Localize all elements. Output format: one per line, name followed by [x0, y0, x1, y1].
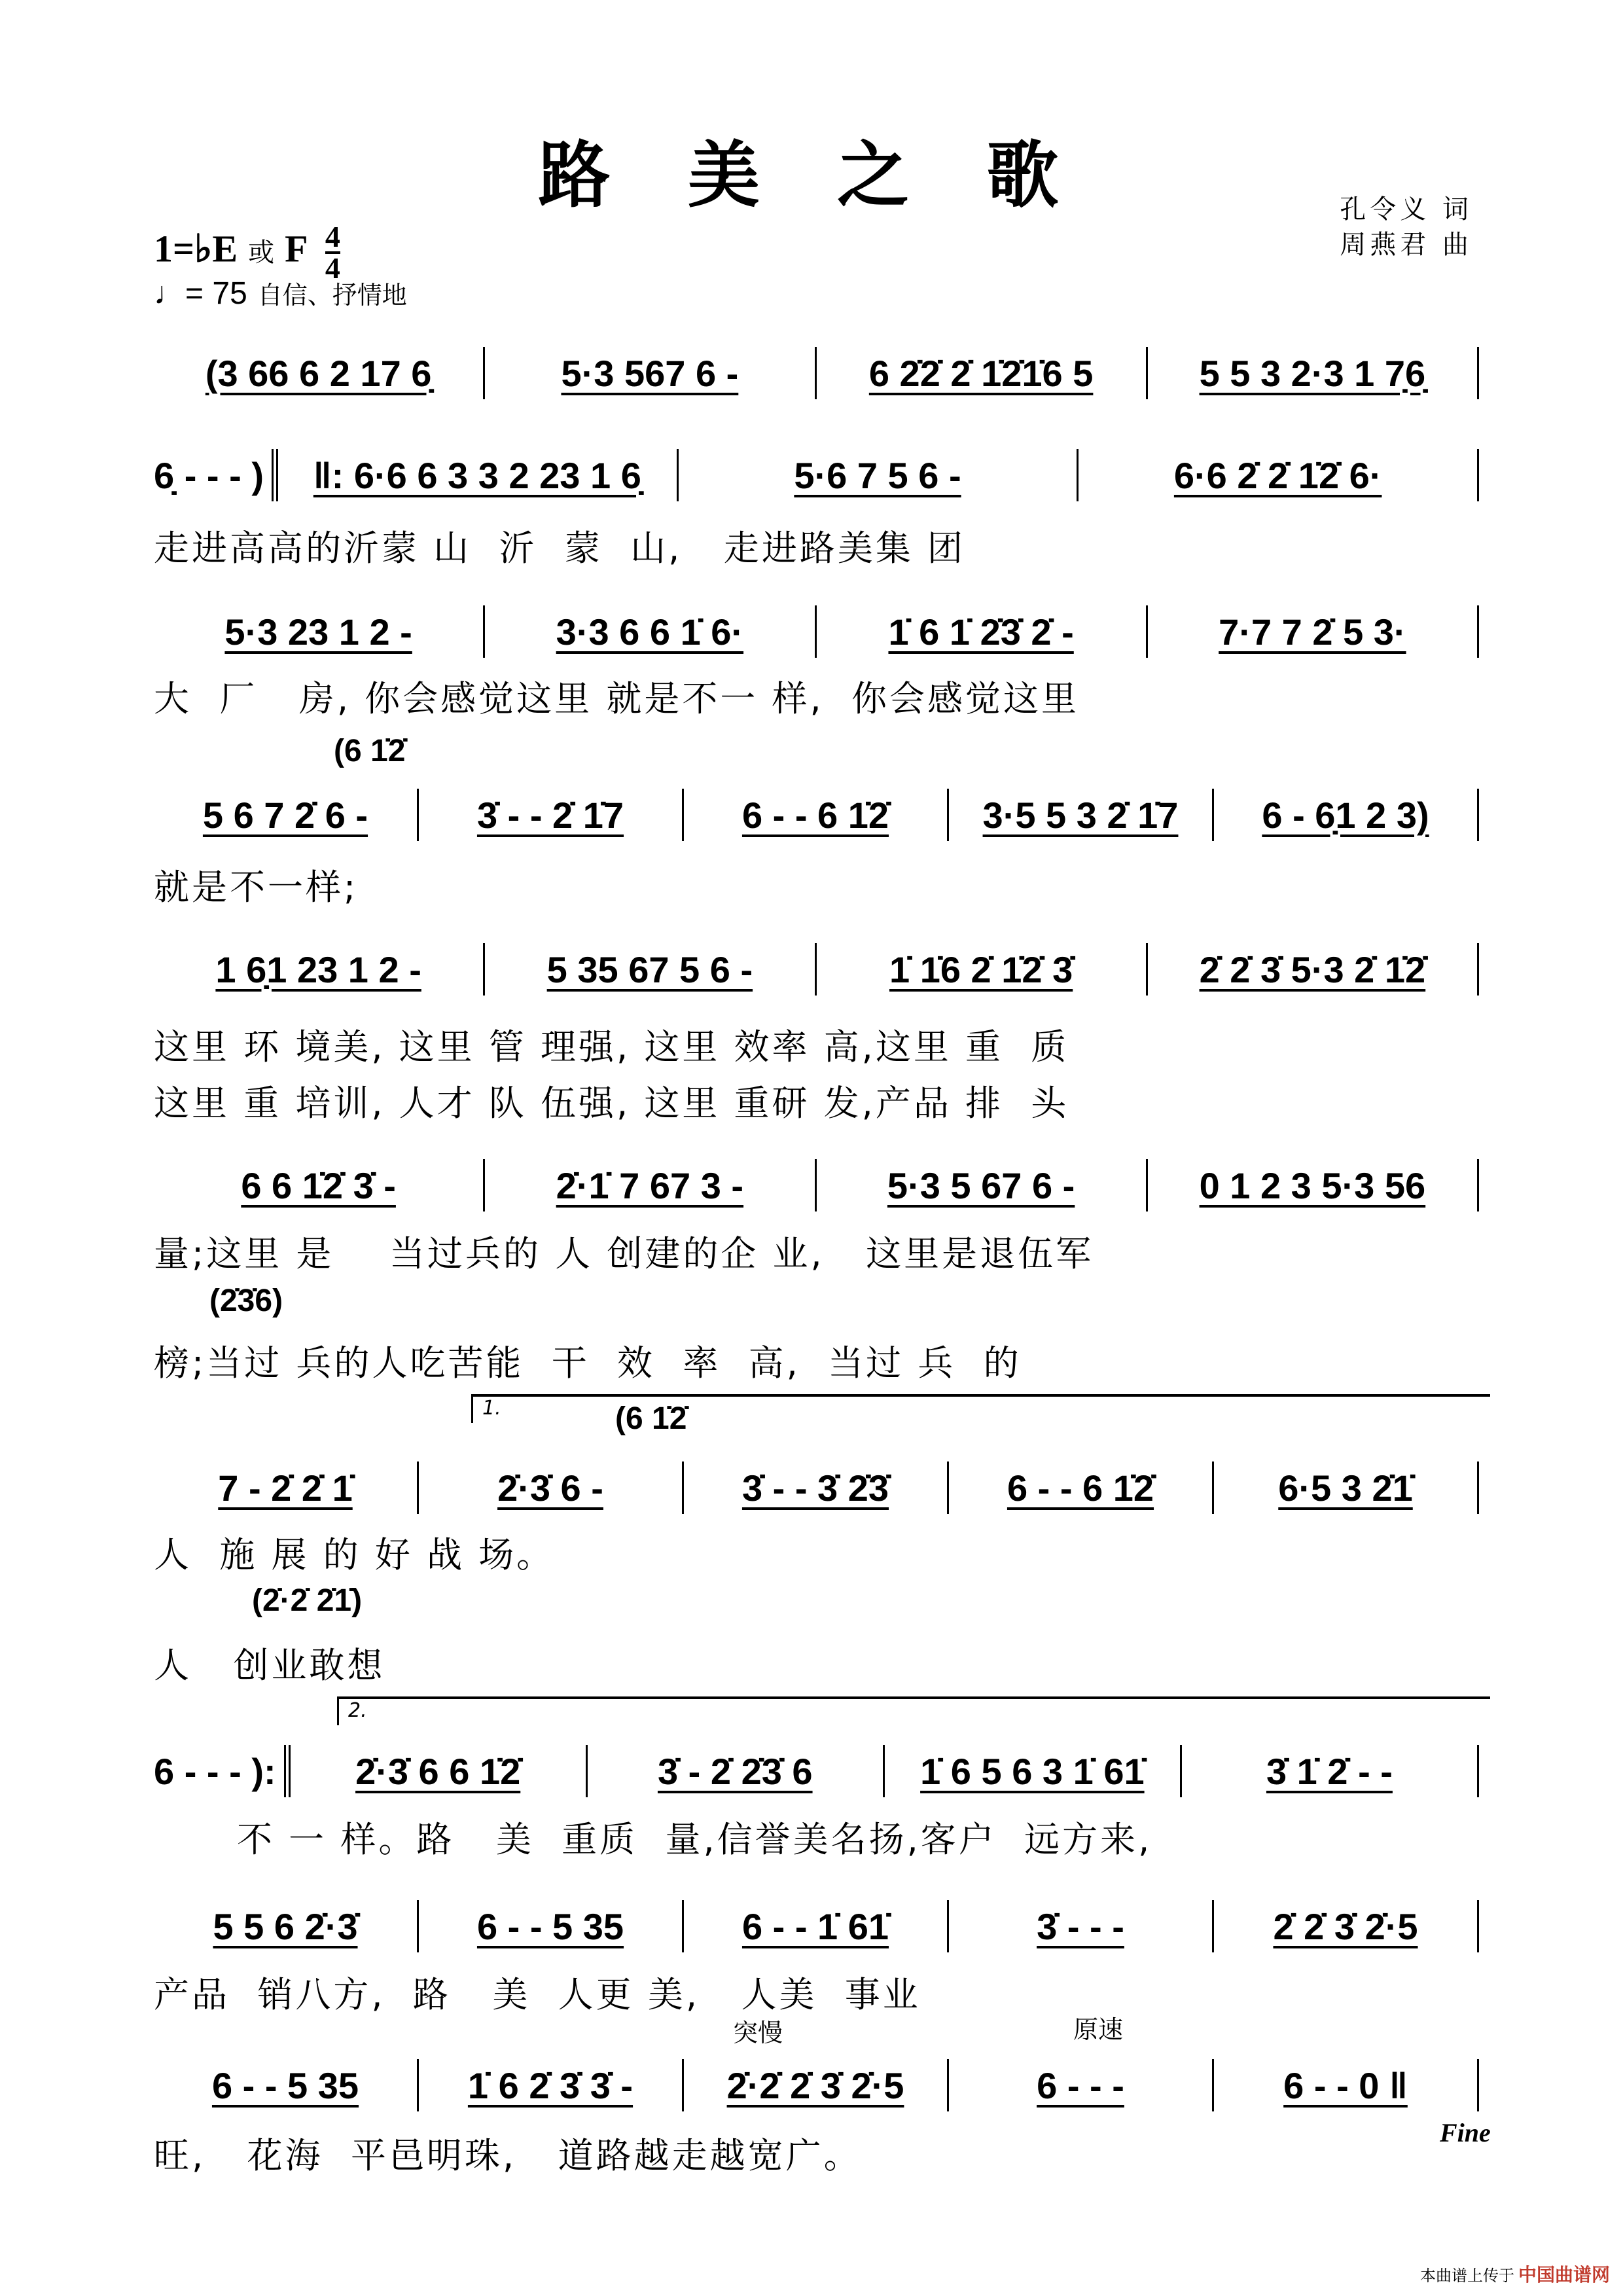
lyric-line: 就是不一样; — [154, 867, 359, 908]
measure — [485, 1159, 816, 1211]
staff-row — [154, 347, 1479, 399]
measure-notes: (3 66 6 2 17 6̣ — [205, 352, 432, 394]
measure-notes: 6 - - 5 35 — [211, 2064, 359, 2106]
time-signature — [325, 220, 340, 285]
alt-notes-annotation: (6 1̇2̇ — [615, 1401, 687, 1436]
volta-bracket: 2. — [337, 1696, 1490, 1725]
measure — [949, 2059, 1214, 2111]
measure-notes: 3̇ - - 2̇ 1̇7 — [476, 794, 624, 836]
measure-notes: 5 5 3 2·3 1 7̣6̣ — [1199, 352, 1426, 394]
expression: 自信、抒情地 — [257, 281, 407, 310]
measure — [588, 1745, 885, 1797]
measure-notes: 2̇·2̇ 2̇ 3̇ 2̇·5 — [726, 2064, 904, 2106]
measure — [272, 449, 679, 501]
staff-row — [154, 1159, 1479, 1211]
measure-notes: 6 - - 0 ‖ — [1283, 2064, 1408, 2106]
measure-notes: 6 - - 5 35 — [476, 1905, 624, 1947]
measure-notes: 6 - - 6 1̇2̇ — [1007, 1467, 1154, 1509]
measure — [1148, 605, 1479, 658]
measure-notes: 3̇ 1̇ 2̇ - - — [1266, 1750, 1393, 1792]
measure-notes: 5·3 567 6 - — [561, 352, 739, 394]
page-title: 路 美 之 歌 — [538, 133, 1085, 217]
measure — [485, 943, 816, 996]
measure-notes: 5 35 67 5 6 - — [546, 948, 753, 990]
measure — [485, 605, 816, 658]
measure-notes: 1 6̣1 23 1 2 - — [215, 948, 421, 990]
measure — [817, 1159, 1148, 1211]
measure — [284, 1745, 588, 1797]
measure-notes: 2̇ 2̇ 3̇ 2̇·5 — [1273, 1905, 1418, 1947]
measure — [1214, 1900, 1479, 1952]
measure-notes: 5 6 7 2̇ 6 - — [202, 794, 368, 836]
lyric-line: 大 厂 房, 你会感觉这里 就是不一 样, 你会感觉这里 — [154, 678, 1079, 719]
measure — [949, 789, 1214, 841]
sudden-slow-mark: 突慢 — [733, 2018, 783, 2047]
measure — [154, 1462, 419, 1514]
original-tempo-mark: 原速 — [1073, 2015, 1124, 2044]
measure-notes: 6·5 3 2̇1̇ — [1278, 1467, 1413, 1509]
measure-notes: 2̇ 2̇ 3̇ 5·3 2̇ 1̇2̇ — [1199, 948, 1426, 990]
meter-numerator: 4 — [325, 220, 340, 253]
measure — [1214, 2059, 1479, 2111]
row-lead-notes: 6 - - - ): — [154, 1750, 276, 1792]
staff-row — [154, 1462, 1479, 1514]
lyric-line: 榜;当过 兵的人吃苦能 干 效 率 高, 当过 兵 的 — [154, 1342, 1022, 1384]
measure — [485, 347, 816, 399]
measure-notes: 3̇ - 2̇ 2̇3̇ 6 — [657, 1750, 813, 1792]
lyric-line: 量;这里 是 当过兵的 人 创建的企 业, 这里是退伍军 — [154, 1233, 1094, 1274]
key-signature — [154, 220, 340, 285]
lyric-line: 这里 环 境美, 这里 管 理强, 这里 效率 高,这里 重 质 — [154, 1026, 1069, 1067]
tempo-value: ♩= 75 — [154, 276, 247, 311]
measure-notes: 3̇ - - - — [1037, 1905, 1124, 1947]
footer-watermark — [1420, 2261, 1610, 2287]
measure — [684, 2059, 949, 2111]
measure — [817, 347, 1148, 399]
measure-notes: 6 - - 6 1̇2̇ — [741, 794, 889, 836]
staff-row — [154, 2059, 1479, 2111]
measure-notes: 3·3 6 6 1̇ 6· — [556, 611, 744, 653]
measure-notes: 2̇·3̇ 6 6 1̇2̇ — [355, 1750, 521, 1792]
measure — [154, 1159, 485, 1211]
measure — [684, 789, 949, 841]
lyricist-credit: 孔令义 词 — [1340, 194, 1472, 224]
key-main: 1=♭E — [154, 227, 238, 270]
tempo-marking — [154, 275, 407, 312]
measure-notes: 3̇ - - 3̇ 2̇3̇ — [741, 1467, 889, 1509]
lyric-line: 人 创业敢想 — [154, 1645, 385, 1686]
measure-notes: ‖: 6·6 6 3 3 2 23 1 6̣ — [313, 454, 641, 496]
measure-notes: 1̇ 6 5 6 3 1̇ 61̇ — [920, 1750, 1145, 1792]
lyric-line: 旺, 花海 平邑明珠, 道路越走越宽广。 — [154, 2135, 862, 2176]
lyric-line: 不 一 样。路 美 重质 量,信誉美名扬,客户 远方来, — [154, 1819, 1152, 1860]
measure-notes: 2̇·3̇ 6 - — [497, 1467, 603, 1509]
measure-notes: 3·5 5 3 2̇ 1̇7 — [982, 794, 1179, 836]
measure-notes: 7·7 7 2̇ 5 3· — [1219, 611, 1406, 653]
measure-notes: 2̇·1̇ 7 67 3 - — [556, 1164, 744, 1206]
alt-notes-annotation: (6 1̇2̇ — [334, 734, 406, 768]
footer-text: 本曲谱上传于 — [1419, 2267, 1514, 2285]
staff-row — [154, 1745, 1479, 1797]
key-or: 或 — [248, 238, 275, 268]
measure — [154, 943, 485, 996]
measure — [154, 789, 419, 841]
measure — [1148, 347, 1479, 399]
measure — [679, 449, 1079, 501]
measure — [1214, 1462, 1479, 1514]
alt-notes-annotation: (2̇3̇6) — [209, 1283, 283, 1318]
measure-notes: 1̇ 6 1̇ 2̇3̇ 2̇ - — [888, 611, 1074, 653]
staff-row — [154, 789, 1479, 841]
row-lead-notes: 6̣ - - - ) — [154, 454, 264, 496]
measure — [419, 1900, 684, 1952]
staff-row — [154, 449, 1479, 501]
lyric-line: 人 施 展 的 好 战 场。 — [154, 1534, 555, 1575]
measure-notes: 5·3 23 1 2 - — [224, 611, 412, 653]
measure — [817, 605, 1148, 658]
measure — [154, 347, 485, 399]
measure-notes: 5·6 7 5 6 - — [794, 454, 961, 496]
measure-notes: 1̇ 6 2̇ 3̇ 3̇ - — [467, 2064, 633, 2106]
measure-notes: 1̇ 1̇6 2̇ 1̇2̇ 3̇ — [889, 948, 1073, 990]
volta-bracket: 1. — [471, 1394, 1490, 1423]
composer-credit: 周燕君 曲 — [1340, 230, 1472, 260]
measure — [1182, 1745, 1479, 1797]
meter-denominator: 4 — [325, 251, 340, 285]
fine-mark: Fine — [1440, 2118, 1491, 2147]
measure — [419, 1462, 684, 1514]
measure — [1148, 943, 1479, 996]
staff-row — [154, 605, 1479, 658]
measure — [154, 605, 485, 658]
lyric-line: 走进高高的沂蒙 山 沂 蒙 山, 走进路美集 团 — [154, 528, 965, 569]
measure — [154, 2059, 419, 2111]
measure-notes: 5 5 6 2̇·3̇ — [213, 1905, 358, 1947]
measure-notes: 0 1 2 3 5·3 56 — [1199, 1164, 1426, 1206]
measure — [419, 2059, 684, 2111]
measure — [154, 1900, 419, 1952]
measure-notes: 6 6 1̇2̇ 3̇ - — [241, 1164, 396, 1206]
measure — [949, 1462, 1214, 1514]
measure-notes: 6·6 2̇ 2̇ 1̇2̇ 6· — [1173, 454, 1382, 496]
alt-notes-annotation: (2̇·2̇ 2̇1̇) — [252, 1583, 363, 1618]
measure-notes: 7 - 2̇ 2̇ 1̇ — [218, 1467, 353, 1509]
measure-notes: 5·3 5 67 6 - — [887, 1164, 1075, 1206]
measure — [949, 1900, 1214, 1952]
measure-notes: 6 2̇2̇ 2̇ 1̇2̇1̇6 5 — [868, 352, 1094, 394]
measure-notes: 6 - - - — [1037, 2064, 1124, 2106]
measure — [1079, 449, 1479, 501]
measure — [684, 1900, 949, 1952]
key-alt: F — [285, 227, 307, 270]
measure-notes: 6 - 6̣1 2 3) — [1262, 794, 1429, 836]
site-logo: 中国曲谱网 — [1518, 2264, 1610, 2286]
lyric-line: 这里 重 培训, 人才 队 伍强, 这里 重研 发,产品 排 头 — [154, 1083, 1069, 1124]
staff-row — [154, 1900, 1479, 1952]
measure — [1148, 1159, 1479, 1211]
measure — [1214, 789, 1479, 841]
measure — [684, 1462, 949, 1514]
staff-row — [154, 943, 1479, 996]
measure — [419, 789, 684, 841]
measure — [885, 1745, 1182, 1797]
lyric-line: 产品 销八方, 路 美 人更 美, 人美 事业 — [154, 1974, 921, 2015]
measure-notes: 6 - - 1̇ 61̇ — [741, 1905, 889, 1947]
measure — [817, 943, 1148, 996]
